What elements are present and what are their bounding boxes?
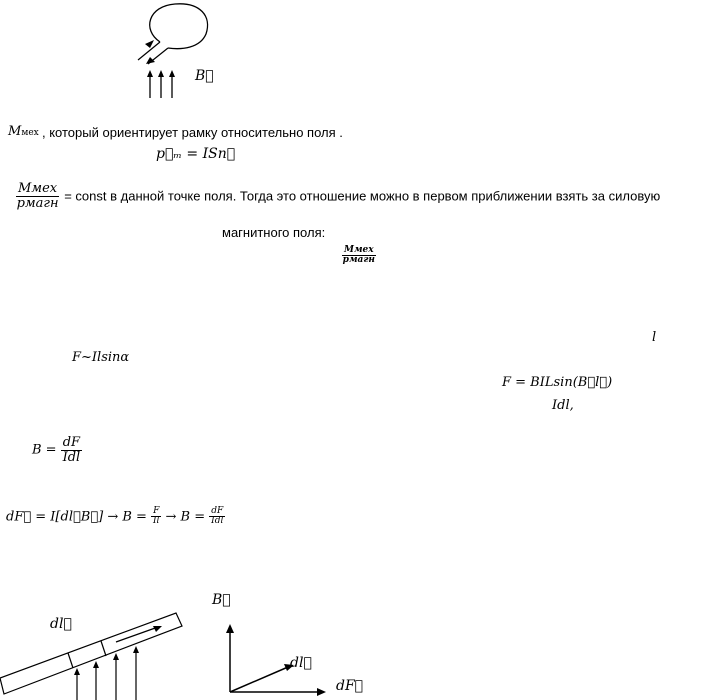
proportional-formula: F~Ilsinα (72, 350, 130, 365)
intro-symbol: Mмех (8, 124, 39, 139)
element-edge-right (101, 641, 106, 656)
current-arrow-in (145, 40, 154, 48)
b-definition: B = $\frac{dF}{\text{Idl}}$ (32, 435, 81, 465)
field-arrows-bottom (77, 650, 136, 700)
vec-dl-label: dl⃗ (290, 655, 312, 671)
vector-figure (222, 620, 332, 700)
dl-vector (230, 667, 288, 692)
intro-text: , который ориентирует рамку относительно поля . (42, 125, 343, 140)
magnetic-field-text: магнитного поля: (222, 225, 326, 240)
element-edge-left (68, 653, 73, 668)
dl-label: dl⃗ (50, 616, 72, 632)
ratio-fraction: $\frac{\text{Mмех}}{\text{pмагн}}$ (16, 181, 59, 211)
loop-figure (120, 0, 250, 110)
current-arrow-out (146, 57, 155, 64)
l-symbol: l (652, 330, 657, 345)
pm-formula: p⃗ₘ = ISn⃗ (156, 146, 236, 162)
vec-df-label: dF⃗ (336, 678, 364, 694)
idl-text: Idl, (552, 398, 574, 413)
field-arrows (150, 74, 172, 98)
loop-shape (150, 4, 208, 49)
chain-formula: dF⃗ = I[dl⃗B⃗] → B = $\frac{F}{Il}$ → B = $\frac{dF}{\text{Idl}}$ (6, 506, 224, 527)
vec-b-label: B⃗ (212, 592, 231, 608)
force-formula: F = BILsin(B⃗l⃗) (502, 375, 613, 390)
conductor-rod (0, 613, 182, 694)
conductor-figure (0, 610, 200, 700)
top-b-label: B⃗ (195, 68, 214, 84)
small-ratio: $\frac{\text{Mмех}}{\text{pмагн}}$ (342, 244, 375, 265)
current-direction (116, 627, 158, 642)
ratio-line: $\frac{\text{Mмех}}{\text{pмагн}}$ = const в данной точке поля. Тогда это отношение можно в первом приближении взять за силовую (16, 181, 661, 211)
